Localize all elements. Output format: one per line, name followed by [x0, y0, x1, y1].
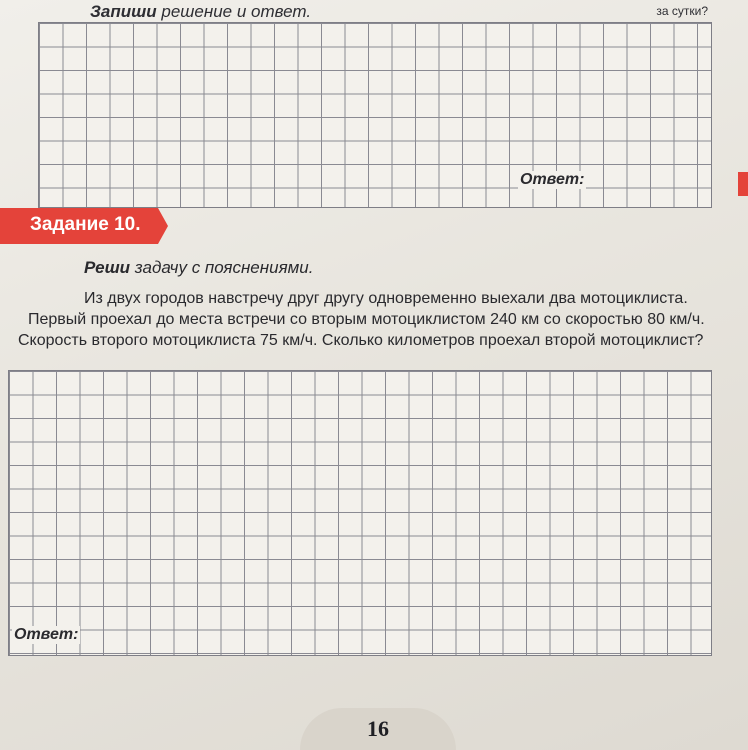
page-edge-marker [738, 172, 748, 196]
answer-grid-top[interactable] [38, 22, 712, 208]
task-instruction [84, 258, 313, 278]
previous-question-tail: за сутки? [656, 4, 708, 18]
problem-text-line-3: Скорость второго мотоциклиста 75 км/ч. Сколько километров проехал второй мотоциклист? [18, 332, 704, 349]
previous-task-instruction [90, 2, 311, 22]
instruction-text: задачу с пояснениями. [130, 258, 314, 277]
page-number: 16 [367, 716, 389, 741]
instruction-verb: Реши [84, 258, 131, 277]
problem-text-line-2: Первый проехал до места встречи со вторым мотоциклистом 240 км со скоростью 80 км/ч. [28, 311, 705, 328]
instruction-text: решение и ответ. [156, 2, 312, 21]
task-title: Задание 10. [30, 214, 141, 235]
answer-label-top: Ответ: [520, 171, 585, 188]
problem-text-line-1: Из двух городов навстречу друг другу одновременно выехали два мотоциклиста. [84, 290, 688, 307]
instruction-verb: Запиши [90, 2, 157, 21]
answer-grid-bottom[interactable] [8, 370, 712, 656]
answer-label-bottom: Ответ: [14, 626, 79, 643]
